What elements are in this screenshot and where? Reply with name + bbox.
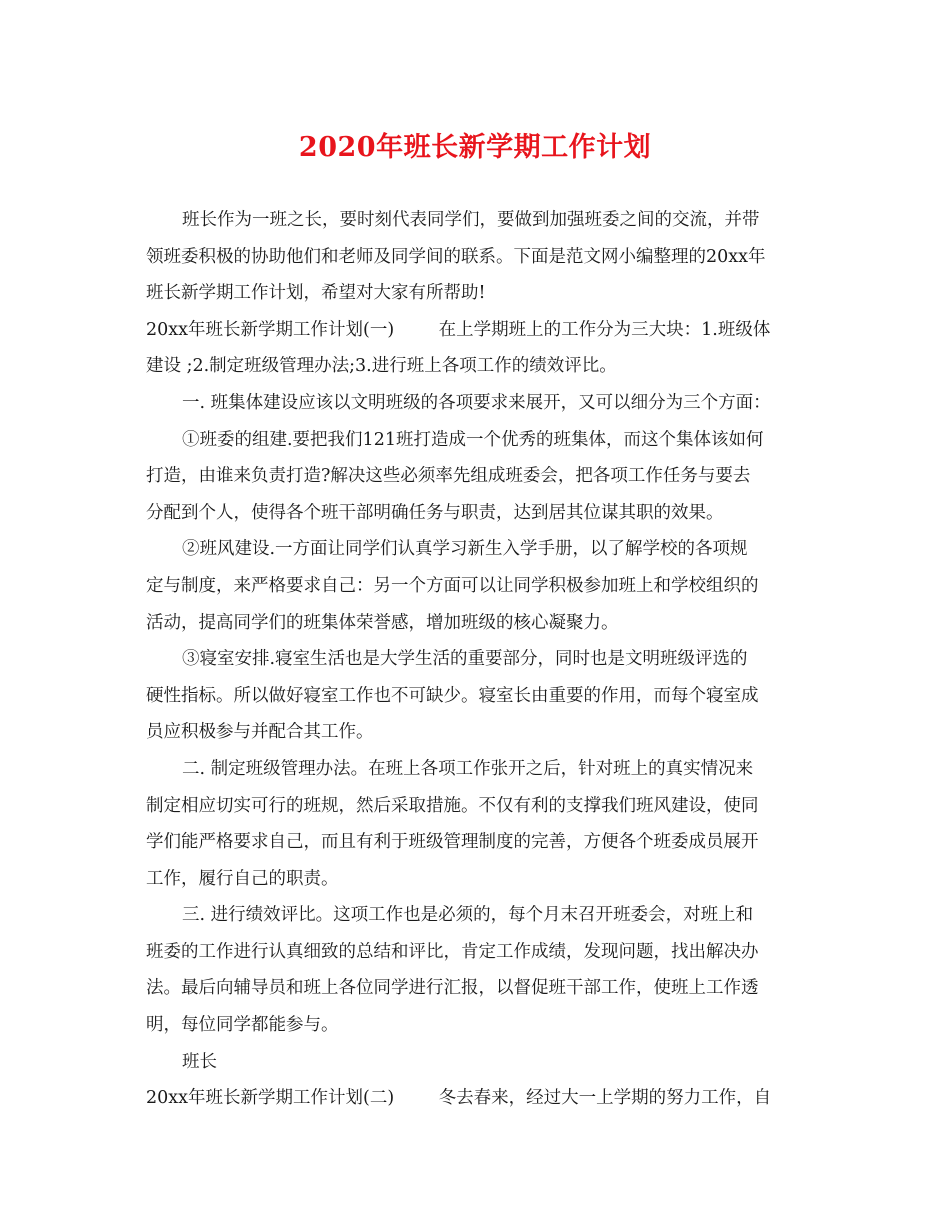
document-body	[146, 202, 806, 1117]
text-line: ②班风建设.一方面让同学们认真学习新生入学手册，以了解学校的各项规	[182, 539, 748, 560]
text-line: 班长新学期工作计划，希望对大家有所帮助!	[146, 283, 486, 304]
text-line: ③寝室安排.寝室生活也是大学生活的重要部分，同时也是文明班级评选的	[182, 649, 748, 670]
text-line: 打造，由谁来负责打造?解决这些必须率先组成班委会，把各项工作任务与要去	[146, 466, 751, 487]
text-line: 工作，履行自己的职责。	[146, 868, 339, 889]
text-line: 班长	[182, 1051, 217, 1072]
text-line: 建设 ;2.制定班级管理办法;3.进行班上各项工作的绩效评比。	[146, 356, 617, 377]
text-line: 二. 制定班级管理办法。在班上各项工作张开之后，针对班上的真实情况来	[182, 758, 754, 779]
document-title: 2020年班长新学期工作计划	[298, 132, 652, 163]
text-line: 学们能严格要求自己，而且有利于班级管理制度的完善，方便各个班委成员展开	[146, 832, 759, 853]
text-line: 三. 进行绩效评比。这项工作也是必须的，每个月末召开班委会，对班上和	[182, 905, 754, 926]
text-line: 20xx年班长新学期工作计划(二) 冬去春来，经过大一上学期的努力工作，自	[146, 1088, 772, 1109]
text-line: 班长作为一班之长，要时刻代表同学们，要做到加强班委之间的交流，并带	[182, 210, 760, 230]
text-line: 班委的工作进行认真细致的总结和评比，肯定工作成绩，发现问题，找出解决办	[146, 941, 759, 962]
text-line: ①班委的组建.要把我们121班打造成一个优秀的班集体，而这个集体该如何	[182, 429, 764, 450]
text-line: 制定相应切实可行的班规，然后采取措施。不仅有利的支撑我们班风建设，使同	[146, 795, 759, 816]
text-line: 硬性指标。所以做好寝室工作也不可缺少。寝室长由重要的作用，而每个寝室成	[146, 685, 759, 706]
text-line: 一. 班集体建设应该以文明班级的各项要求来展开，又可以细分为三个方面：	[182, 392, 771, 413]
text-line: 明，每位同学都能参与。	[146, 1015, 339, 1036]
text-line: 20xx年班长新学期工作计划(一) 在上学期班上的工作分为三大块：1.班级体	[146, 319, 771, 340]
text-line: 员应积极参与并配合其工作。	[146, 722, 374, 743]
text-line: 分配到个人，使得各个班干部明确任务与职责，达到居其位谋其职的效果。	[146, 502, 724, 523]
text-line: 活动，提高同学们的班集体荣誉感，增加班级的核心凝聚力。	[146, 612, 619, 633]
text-line: 法。最后向辅导员和班上各位同学进行汇报，以督促班干部工作，使班上工作透	[146, 978, 759, 999]
text-line: 定与制度，来严格要求自己：另一个方面可以让同学积极参加班上和学校组织的	[146, 575, 759, 596]
text-line: 领班委积极的协助他们和老师及同学间的联系。下面是范文网小编整理的20xx年	[146, 246, 766, 267]
